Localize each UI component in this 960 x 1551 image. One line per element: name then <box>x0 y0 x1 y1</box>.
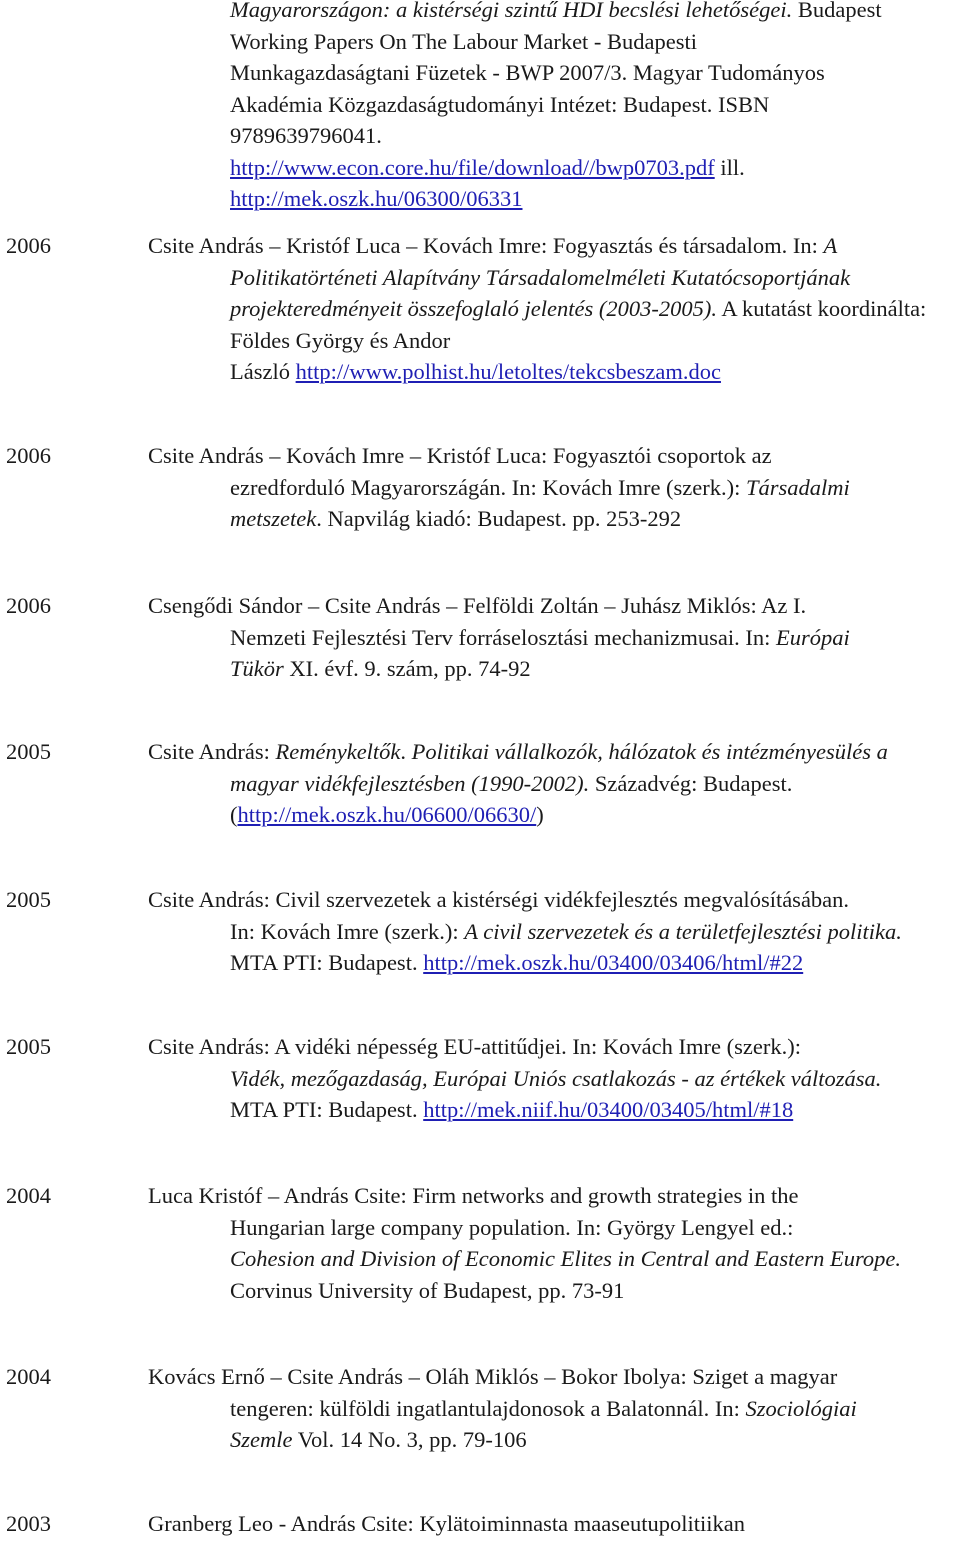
citation-line <box>148 1031 960 1062</box>
citation-line <box>230 1275 960 1306</box>
citation-text: Magyarországon: a kistérségi szintű HDI becslési lehetőségei. <box>230 0 793 22</box>
citation-line <box>148 590 960 621</box>
citation-text: Politikatörténeti Alapítvány Társadalomelméleti Kutatócsoportjának <box>230 264 851 290</box>
citation-text: projekteredményeit összefoglaló jelentés (2003-2005). <box>230 296 717 321</box>
citation-text: Cohesion and Division of Economic Elites in Central and Eastern Europe. <box>230 1246 901 1271</box>
citation-line <box>230 356 960 387</box>
entry-year: 2006 <box>6 593 51 618</box>
citation-text: ill. <box>714 154 745 180</box>
entry-year: 2004 <box>6 1183 51 1208</box>
citation-line <box>230 26 960 57</box>
citation-text: . Napvilág kiadó: Budapest. pp. 253-292 <box>316 506 682 531</box>
citation-text: In: Kovách Imre (szerk.): <box>230 918 465 944</box>
citation-text: Vol. 14 No. 3, pp. 79-106 <box>292 1427 527 1452</box>
citation-text: Csite András: A vidéki népesség EU-attitűdjei. In: Kovách Imre (szerk.): <box>148 1034 801 1059</box>
citation-line <box>230 1424 960 1455</box>
citation-text: XI. évf. 9. szám, pp. 74-92 <box>283 656 531 681</box>
citation-text: Vidék, mezőgazdaság, Európai Uniós csatlakozás - az értékek változása. <box>230 1065 882 1091</box>
entry-year: 2004 <box>6 1364 51 1389</box>
citation-line <box>230 947 960 978</box>
citation-line <box>148 884 960 915</box>
citation-line <box>230 1212 960 1243</box>
citation-text: László <box>230 359 296 384</box>
citation-text: magyar vidékfejlesztésben (1990-2002). <box>230 770 590 796</box>
reference-link[interactable]: http://www.polhist.hu/letoltes/tekcsbeszam.doc <box>295 359 721 384</box>
citation-text: . <box>400 739 412 764</box>
citation-line <box>230 916 960 947</box>
citation-text: Századvég: Budapest. <box>589 770 793 796</box>
citation-text: Társadalmi <box>746 474 850 500</box>
citation-line <box>230 293 960 324</box>
citation-text: Szemle <box>230 1427 293 1452</box>
reference-link[interactable]: http://mek.niif.hu/03400/03405/html/#18 <box>423 1097 794 1122</box>
entry-year: 2006 <box>6 443 51 468</box>
citation-text: Granberg Leo - András Csite: Kylätoiminnasta maaseutupolitiikan <box>148 1511 745 1536</box>
citation-line <box>230 472 960 503</box>
citation-line <box>230 89 960 120</box>
citation-text: Working Papers On The Labour Market - Budapesti <box>230 28 698 54</box>
citation-text: A civil szervezetek és a területfejlesztési politika. <box>464 918 902 944</box>
reference-link[interactable]: http://mek.oszk.hu/03400/03406/html/#22 <box>423 950 804 975</box>
citation-text: Csite András – Kovách Imre – Kristóf Luca: Fogyasztói csoportok az <box>148 443 772 468</box>
citation-text: Politikai vállalkozók, hálózatok és intézményesülés a <box>411 739 888 764</box>
citation-text: Nemzeti Fejlesztési Terv forráselosztási mechanizmusai. In: <box>230 624 776 650</box>
reference-link[interactable]: http://mek.oszk.hu/06600/06630/ <box>237 802 537 827</box>
reference-link[interactable]: http://mek.oszk.hu/06300/06331 <box>230 186 523 211</box>
citation-text: Csengődi Sándor – Csite András – Felföldi Zoltán – Juhász Miklós: Az I. <box>148 593 807 618</box>
citation-line <box>148 1508 960 1539</box>
citation-line <box>230 799 960 830</box>
citation-text: 9789639796041. <box>230 123 382 148</box>
citation-text: tengeren: külföldi ingatlantulajdonosok a Balatonnál. In: <box>230 1395 746 1421</box>
citation-text: Hungarian large company population. In: György Lengyel ed.: <box>230 1214 794 1240</box>
citation-line <box>230 262 960 293</box>
citation-text: Szociológiai <box>745 1395 857 1421</box>
citation-text: ) <box>536 802 544 827</box>
citation-line <box>230 57 960 88</box>
entry-year: 2005 <box>6 739 51 764</box>
citation-text: Luca Kristóf – András Csite: Firm networks and growth strategies in the <box>148 1183 799 1208</box>
citation-line <box>230 120 960 151</box>
entry-year: 2005 <box>6 1034 51 1059</box>
citation-line <box>230 1063 960 1094</box>
citation-line <box>230 183 960 214</box>
citation-text: MTA PTI: Budapest. <box>230 1097 424 1122</box>
citation-line <box>230 0 960 25</box>
citation-line <box>230 1094 960 1125</box>
citation-text: Munkagazdaságtani Füzetek - BWP 2007/3. Magyar Tudományos <box>230 60 825 85</box>
citation-text: Akadémia Közgazdaságtudományi Intézet: Budapest. ISBN <box>230 91 770 117</box>
citation-line <box>148 230 960 261</box>
entry-year: 2006 <box>6 233 51 258</box>
citation-text: metszetek <box>230 506 317 531</box>
citation-line <box>230 152 960 183</box>
citation-line <box>148 1180 960 1211</box>
entry-year: 2005 <box>6 887 51 912</box>
citation-text: MTA PTI: Budapest. <box>230 950 424 975</box>
citation-text: Európai <box>775 624 850 650</box>
citation-line <box>230 1243 960 1274</box>
citation-text: Csite András: <box>148 739 276 764</box>
citation-line <box>230 1393 960 1424</box>
citation-line <box>230 622 960 653</box>
entry-year: 2003 <box>6 1511 51 1536</box>
citation-text: Kovács Ernő – Csite András – Oláh Miklós – Bokor Ibolya: Sziget a magyar <box>148 1364 838 1389</box>
reference-link[interactable]: http://www.econ.core.hu/file/download//bwp0703.pdf <box>230 154 715 180</box>
citation-text: Földes György és Andor <box>230 327 451 353</box>
citation-text: Tükör <box>230 656 284 681</box>
citation-line <box>230 325 960 356</box>
citation-text: Csite András – Kristóf Luca – Kovách Imre: Fogyasztás és társadalom. In: <box>148 233 824 258</box>
citation-line <box>230 653 960 684</box>
citation-text: A <box>823 233 838 258</box>
citation-text: A kutatást koordinálta: <box>716 296 927 321</box>
citation-text: Corvinus University of Budapest, pp. 73-91 <box>230 1277 625 1303</box>
citation-line <box>148 440 960 471</box>
citation-line <box>148 1361 960 1392</box>
citation-line <box>230 768 960 799</box>
citation-line <box>148 736 960 767</box>
citation-text: Reménykeltők <box>275 739 401 764</box>
citation-text: ezredforduló Magyarországán. In: Kovách Imre (szerk.): <box>230 474 747 500</box>
citation-line <box>230 503 960 534</box>
citation-text: Csite András: Civil szervezetek a kistérségi vidékfejlesztés megvalósításában. <box>148 887 850 912</box>
citation-text: Budapest <box>792 0 882 22</box>
citation-text: ( <box>230 802 238 827</box>
